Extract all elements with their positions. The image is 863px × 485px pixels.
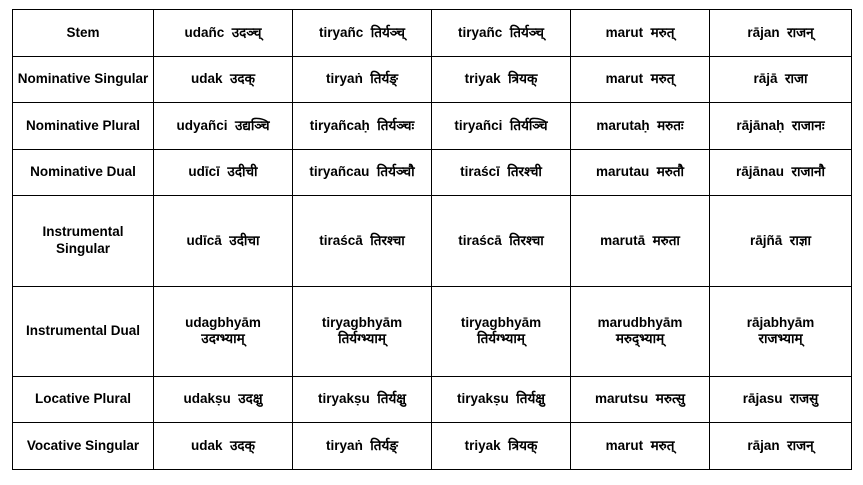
table-cell: tiryaṅ तिर्यङ् (293, 56, 432, 103)
table-cell: rājñā राज्ञा (710, 196, 852, 286)
table-cell: udagbhyām उदग्भ्याम् (154, 286, 293, 376)
table-cell: tiryaṅ तिर्यङ् (293, 423, 432, 470)
table-row (13, 376, 852, 423)
table-cell: rājānau राजानौ (710, 149, 852, 196)
row-label: Nominative Dual (13, 149, 154, 196)
table-row (13, 423, 852, 470)
table-cell: tiryagbhyām तिर्यग्भ्याम् (432, 286, 571, 376)
table-cell: tiryañci तिर्यञ्चि (432, 103, 571, 150)
table-cell: rājan राजन् (710, 10, 852, 57)
table-cell: tiryañc तिर्यञ्च् (293, 10, 432, 57)
table-cell: rājabhyām राजभ्याम् (710, 286, 852, 376)
row-label: Nominative Plural (13, 103, 154, 150)
table-cell: marutā मरुता (571, 196, 710, 286)
table-cell: marudbhyām मरुद्भ्याम् (571, 286, 710, 376)
table-row (13, 56, 852, 103)
table-cell: tiryagbhyām तिर्यग्भ्याम् (293, 286, 432, 376)
table-cell: marutau मरुतौ (571, 149, 710, 196)
row-label: Stem (13, 10, 154, 57)
row-label: Instrumental Singular (13, 196, 154, 286)
table-cell: udīcī उदीची (154, 149, 293, 196)
table-cell: tiraścā तिरश्चा (432, 196, 571, 286)
table-cell: tiryañcaḥ तिर्यञ्चः (293, 103, 432, 150)
table-cell: tiryañcau तिर्यञ्चौ (293, 149, 432, 196)
table-cell: triyak त्रियक् (432, 56, 571, 103)
table-cell: udak उदक् (154, 423, 293, 470)
table-cell: rājānaḥ राजानः (710, 103, 852, 150)
row-label: Locative Plural (13, 376, 154, 423)
table-row (13, 103, 852, 150)
table-cell: tiryañc तिर्यञ्च् (432, 10, 571, 57)
table-cell: marut मरुत् (571, 56, 710, 103)
row-label: Nominative Singular (13, 56, 154, 103)
table-cell: marutaḥ मरुतः (571, 103, 710, 150)
table-row (13, 149, 852, 196)
table-row (13, 286, 852, 376)
table-cell: rājā राजा (710, 56, 852, 103)
table-row (13, 196, 852, 286)
table-cell: triyak त्रियक् (432, 423, 571, 470)
table-cell: rājan राजन् (710, 423, 852, 470)
table-cell: udañc उदञ्च् (154, 10, 293, 57)
table-cell: udīcā उदीचा (154, 196, 293, 286)
declension-table (12, 9, 852, 470)
table-cell: tiryakṣu तिर्यक्षु (293, 376, 432, 423)
table-cell: udyañci उद्यञ्चि (154, 103, 293, 150)
table-cell: tiraścī तिरश्ची (432, 149, 571, 196)
table-cell: marutsu मरुत्सु (571, 376, 710, 423)
table-cell: udak उदक् (154, 56, 293, 103)
table-cell: udakṣu उदक्षु (154, 376, 293, 423)
table-cell: tiraścā तिरश्चा (293, 196, 432, 286)
table-cell: marut मरुत् (571, 423, 710, 470)
row-label: Vocative Singular (13, 423, 154, 470)
table-cell: marut मरुत् (571, 10, 710, 57)
table-row (13, 10, 852, 57)
table-cell: rājasu राजसु (710, 376, 852, 423)
table-cell: tiryakṣu तिर्यक्षु (432, 376, 571, 423)
row-label: Instrumental Dual (13, 286, 154, 376)
